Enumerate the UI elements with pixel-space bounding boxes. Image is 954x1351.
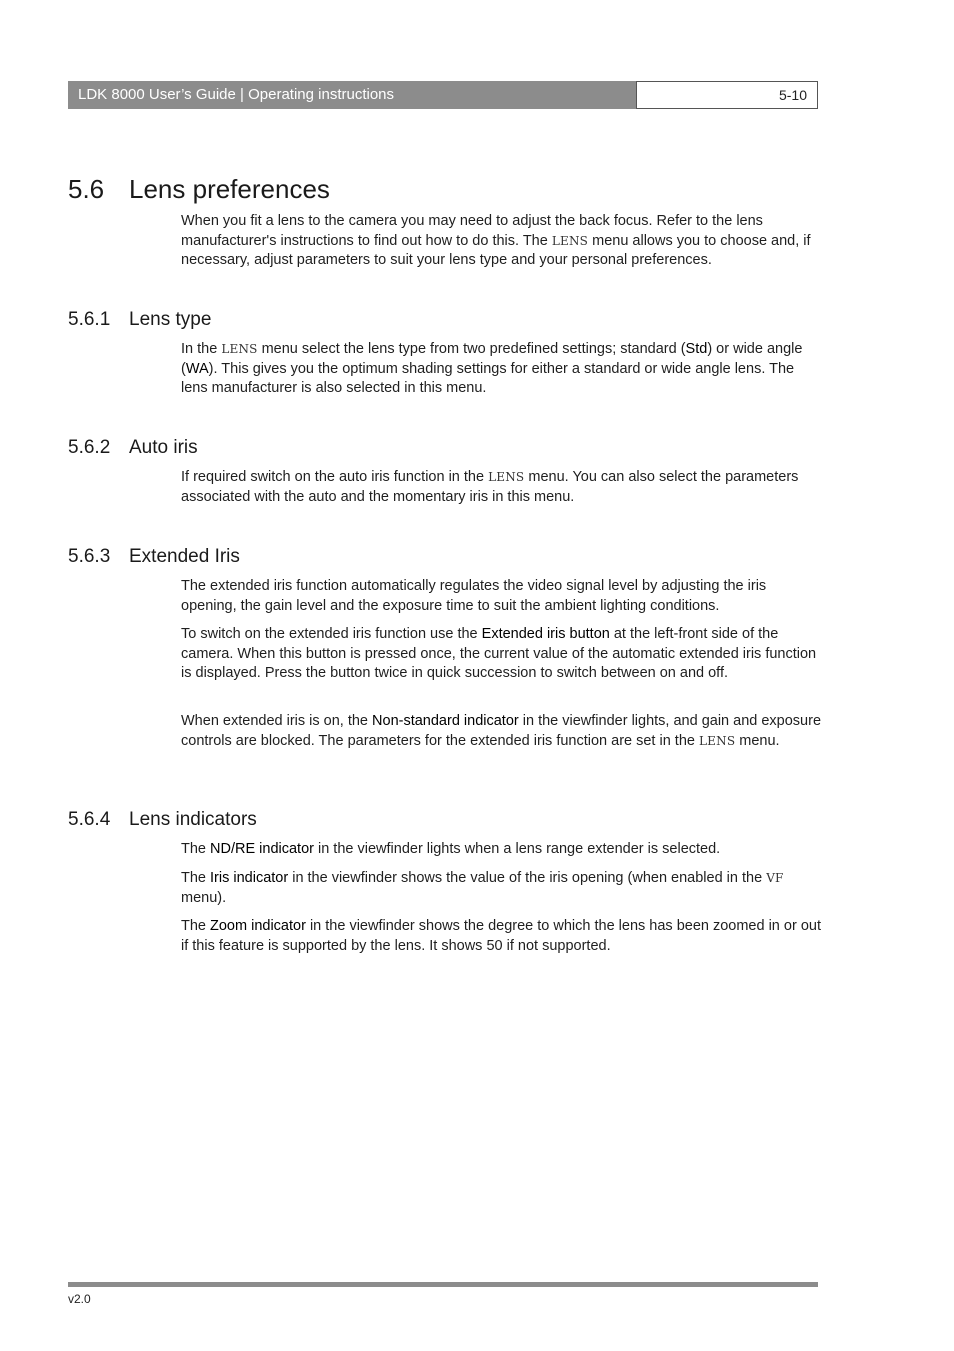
text-run: The [181, 870, 211, 886]
extended-iris-paragraph-1: The extended iris function automatically regulates the video signal level by adjusting the iris opening, the gain level and the exposure time to suit the ambient lighting conditions. [181, 578, 767, 614]
lens-indicators-paragraph-2 [181, 869, 821, 908]
menu-name-vf: VF [766, 871, 784, 885]
subsection-title: Lens indicators [129, 809, 257, 830]
lens-indicators-paragraph-3 [181, 917, 821, 956]
setting-wa: WA [185, 360, 209, 377]
text-run: in the viewfinder lights, and gain and exposure controls are blocked. The parameters for the extended iris function are set in the [181, 713, 822, 749]
indicator-name-zoom: Zoom indicator [210, 918, 306, 934]
text-run: When extended iris is on, the [181, 713, 373, 729]
text-run: in the viewfinder shows the value of the iris opening (when enabled in the [288, 870, 767, 886]
page-number: 5-10 [778, 87, 807, 103]
text-run: The [181, 918, 211, 934]
extended-iris-paragraph-3 [181, 712, 821, 751]
text-run: The [181, 841, 211, 857]
indicator-name-iris: Iris indicator [210, 870, 289, 886]
setting-std: Std [685, 341, 708, 357]
indicator-name-non-standard: Non-standard indicator [372, 713, 519, 729]
text-run: menu. [735, 732, 780, 749]
text-run: menu). [181, 889, 227, 906]
text-run: in the viewfinder shows the degree to which the lens has been zoomed in or out if this feature is supported by the lens. It shows 50 if not supported. [181, 918, 821, 954]
menu-name-lens: LENS [221, 342, 258, 356]
auto-iris-paragraph [181, 468, 821, 507]
text-run: at the left-front side of the camera. When this button is pressed once, the current value of the automatic extended iris function is displayed. Press the button twice in quick succession to switch between on and off. [181, 626, 817, 681]
page-number-box [636, 81, 818, 109]
section-number: 5.6 [68, 174, 105, 204]
menu-name-lens: LENS [488, 470, 525, 484]
lens-indicators-paragraph-1 [181, 840, 821, 860]
subsection-number: 5.6.4 [68, 809, 111, 830]
subsection-heading-lens-type [68, 308, 211, 332]
text-run: ). This gives you the optimum shading settings for either a standard or wide angle lens. The lens manufacturer is also selected in this menu. [181, 360, 795, 396]
subsection-number: 5.6.1 [68, 309, 111, 330]
text-run: ) or wide angle ( [181, 341, 803, 377]
text-run: menu allows you to choose and, if necessary, adjust parameters to suit your lens type and your personal preferences. [181, 232, 811, 268]
indicator-name-nd-re: ND/RE indicator [210, 841, 314, 857]
extended-iris-paragraph-2 [181, 625, 821, 684]
subsection-title: Auto iris [129, 437, 198, 458]
text-run: in the viewfinder lights when a lens range extender is selected. [313, 841, 721, 857]
document-version: v2.0 [68, 1292, 91, 1306]
menu-name-lens: LENS [551, 233, 589, 248]
section-intro-paragraph [181, 212, 821, 271]
subsection-heading-extended-iris [68, 545, 240, 569]
menu-name-lens: LENS [699, 733, 736, 748]
text-run: In the [181, 341, 222, 357]
running-header [68, 81, 636, 109]
text-run: menu. You can also select the parameters associated with the auto and the momentary iris in this menu. [181, 469, 799, 505]
text-run: menu select the lens type from two predefined settings; standard ( [257, 341, 686, 357]
subsection-heading-auto-iris [68, 436, 198, 460]
text-run: To switch on the extended iris function use the [181, 626, 482, 642]
subsection-title: Extended Iris [129, 546, 240, 567]
header-title: LDK 8000 User’s Guide | Operating instructions [78, 86, 395, 103]
subsection-number: 5.6.3 [68, 546, 111, 567]
control-name-extended-iris-button: Extended iris button [481, 626, 610, 642]
text-run: If required switch on the auto iris function in the [181, 469, 489, 485]
subsection-heading-lens-indicators [68, 808, 257, 832]
subsection-number: 5.6.2 [68, 437, 111, 458]
section-heading [68, 172, 330, 206]
section-title: Lens preferences [129, 174, 330, 204]
subsection-title: Lens type [129, 309, 212, 330]
text-run: When you fit a lens to the camera you may need to adjust the back focus. Refer to the lens manufacturer's instructions to find out how to do this. The [181, 213, 763, 249]
footer-rule [68, 1282, 818, 1287]
lens-type-paragraph [181, 340, 821, 399]
